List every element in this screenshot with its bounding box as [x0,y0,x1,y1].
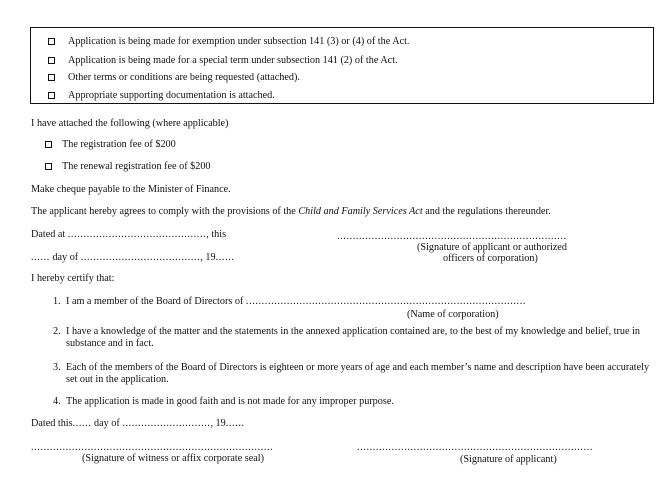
other-terms-label: Other terms or conditions are being requested (attached). [68,72,300,83]
cert-item-3-line-1: Each of the members of the Board of Directors is eighteen or more years of age and each member’s name and description have been accurately [66,362,650,373]
supporting-docs-label: Appropriate supporting documentation is attached. [68,90,275,101]
dated-this-day-field[interactable]: ...... [72,418,92,429]
month-field[interactable]: ...................................... [80,252,201,263]
agreement-suffix: and the regulations thereunder. [425,206,551,217]
day-of-line [31,252,235,264]
certify-intro: I hereby certify that: [31,273,115,284]
agreement-prefix: The applicant hereby agrees to comply with the provisions of the [31,206,296,217]
cert-item-2-line-2: substance and in fact. [66,338,154,349]
special-term-checkbox[interactable] [48,57,55,64]
dated-this-year-label: , 19 [210,418,226,429]
cert-item-3-line-2: set out in the application. [66,374,169,385]
cert-item-2-line-1: I have a knowledge of the matter and the statements in the annexed application contained are, to the best of my knowledge and belief, true in [66,326,640,337]
exemption-label: Application is being made for exemption under subsection 141 (3) or (4) of the Act. [68,36,410,47]
dated-this-label: Dated this [31,418,73,429]
renewal-fee-checkbox[interactable] [45,163,52,170]
witness-signature-caption: (Signature of witness or affix corporate seal) [82,453,264,464]
applicant-signature-caption-2: officers of corporation) [443,253,538,264]
this-label: , this [206,229,227,240]
dated-at-label: Dated at [31,229,66,240]
cert-number-3: 3. [53,362,61,373]
cert-number-4: 4. [53,396,61,407]
year-field[interactable]: ...... [215,252,235,263]
registration-fee-checkbox[interactable] [45,141,52,148]
cert-item-1-text: I am a member of the Board of Directors of [66,296,244,307]
supporting-docs-checkbox[interactable] [48,92,55,99]
act-title: Child and Family Services Act [298,206,423,217]
exemption-checkbox[interactable] [48,38,55,45]
applicant-signature-caption-1: (Signature of applicant or authorized [417,242,567,253]
registration-fee-label: The registration fee of $200 [62,139,176,150]
final-applicant-signature-caption: (Signature of applicant) [460,454,557,465]
corporation-name-field[interactable]: ......................................................................................... [245,296,526,307]
special-term-label: Application is being made for a special term under subsection 141 (2) of the Act. [68,55,398,66]
dated-at-line [31,229,226,241]
cert-item-1 [66,296,526,308]
day-of-label: day of [52,252,79,263]
cheque-line: Make cheque payable to the Minister of Finance. [31,184,231,195]
agreement-line [31,206,551,218]
witness-signature-field[interactable]: ............................................................................. [31,442,274,453]
applicant-signature-field[interactable]: ......................................................................... [337,231,567,242]
dated-this-day-of: day of [94,418,120,429]
cert-number-1: 1. [53,296,61,307]
corporation-name-caption: (Name of corporation) [407,309,499,320]
dated-this-line [31,418,245,430]
attached-intro: I have attached the following (where applicable) [31,118,229,129]
cert-item-4: The application is made in good faith and is not made for any improper purpose. [66,396,394,407]
day-field[interactable]: ...... [31,252,50,263]
final-applicant-signature-field[interactable]: ........................................................................... [357,442,594,453]
year-label: , 19 [200,252,216,263]
cert-number-2: 2. [53,326,61,337]
other-terms-checkbox[interactable] [48,74,55,81]
dated-this-year-field[interactable]: ...... [225,418,245,429]
place-field[interactable]: ............................................ [67,229,207,240]
renewal-fee-label: The renewal registration fee of $200 [62,161,211,172]
dated-this-month-field[interactable]: ............................ [122,418,211,429]
application-options-box [30,27,654,104]
